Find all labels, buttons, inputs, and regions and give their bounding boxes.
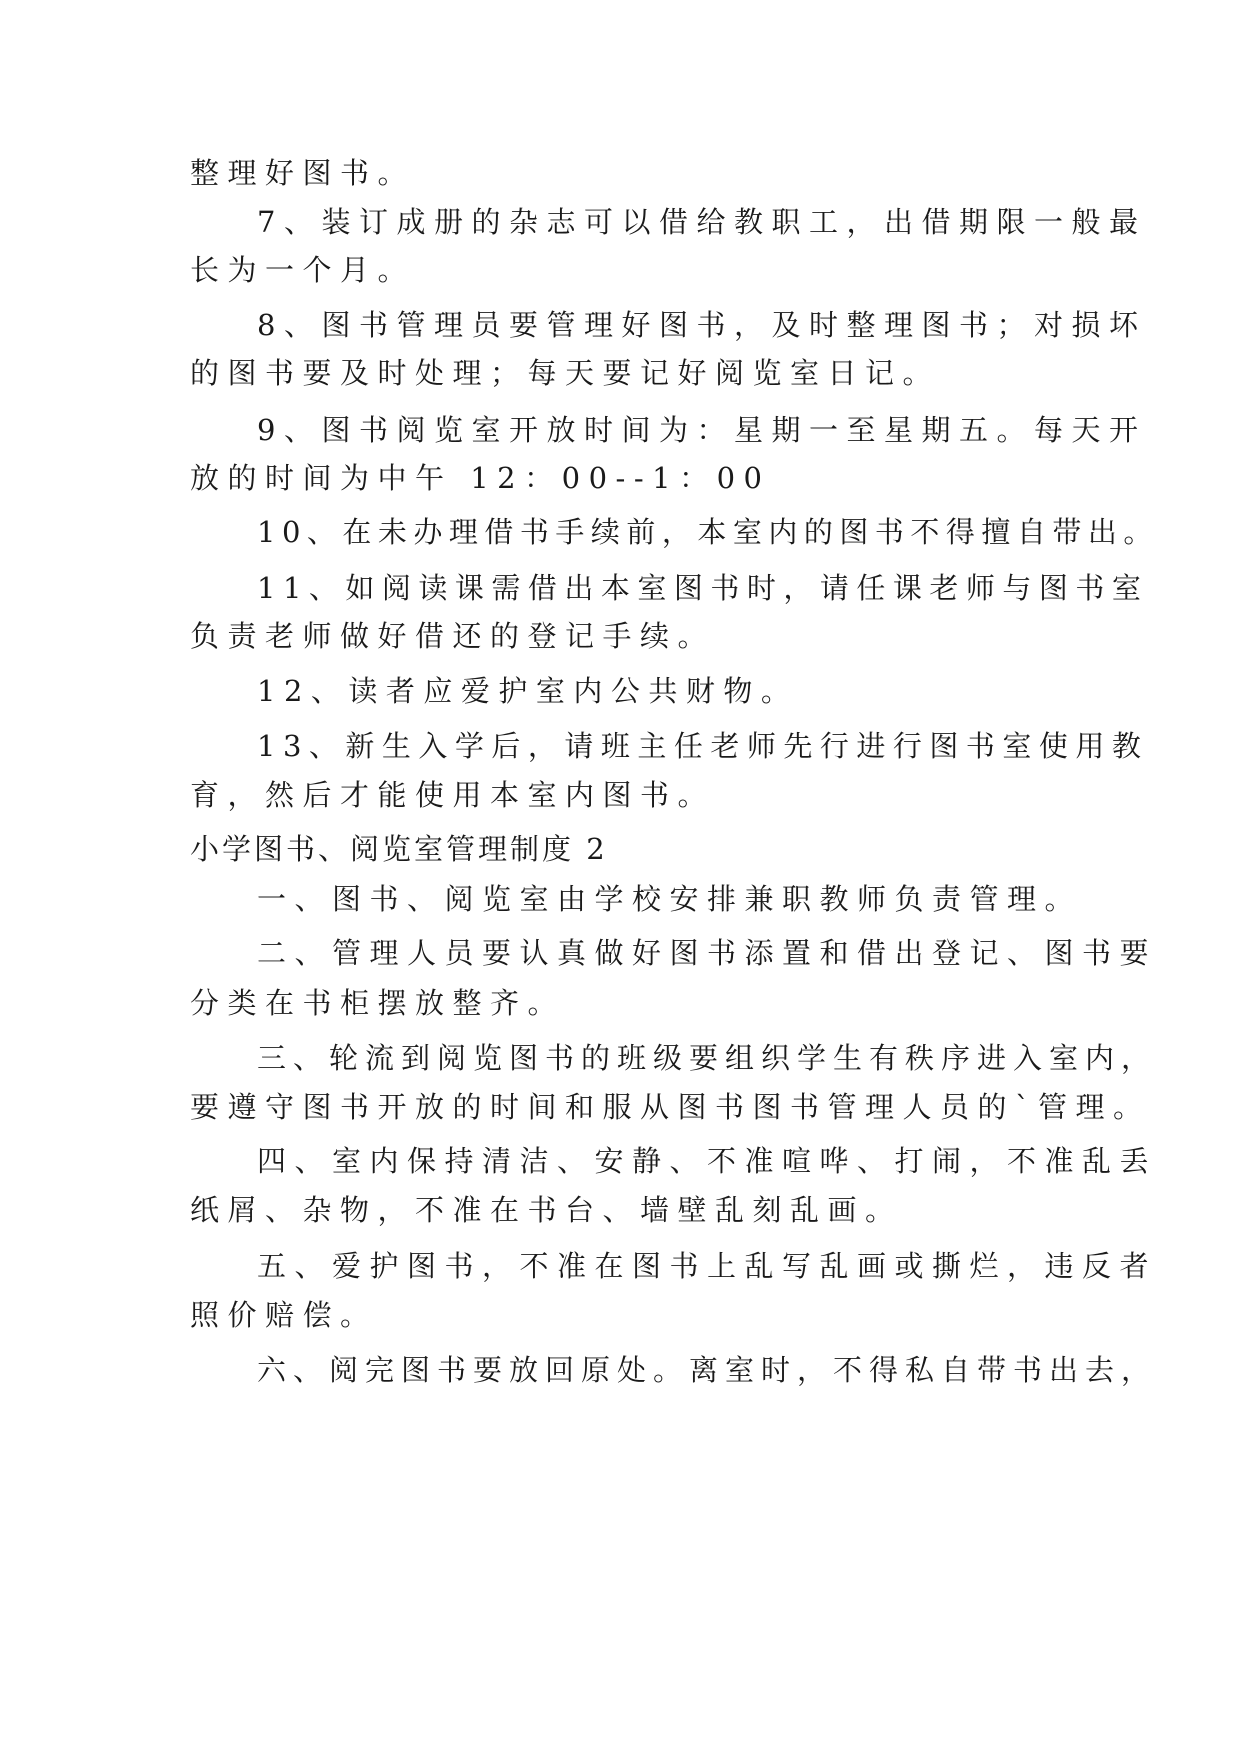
text-line: 二、管理人员要认真做好图书添置和借出登记、图书要 xyxy=(257,936,1158,970)
text-line: 四、室内保持清洁、安静、不准喧哗、打闹，不准乱丢 xyxy=(257,1144,1158,1178)
text-line: 11、如阅读课需借出本室图书时，请任课老师与图书室 xyxy=(257,571,1149,605)
text-line: 负责老师做好借还的登记手续。 xyxy=(190,619,716,653)
text-line: 9、图书阅览室开放时间为：星期一至星期五。每天开 xyxy=(257,413,1147,447)
text-line: 三、轮流到阅览图书的班级要组织学生有秩序进入室内， xyxy=(257,1041,1158,1075)
text-line: 的图书要及时处理；每天要记好阅览室日记。 xyxy=(190,356,941,390)
text-line: 纸屑、杂物，不准在书台、墙壁乱刻乱画。 xyxy=(190,1193,903,1227)
text-line: 整理好图书。 xyxy=(190,156,416,190)
text-line: 长为一个月。 xyxy=(190,253,416,287)
text-line: 12、读者应爱护室内公共财物。 xyxy=(257,674,799,708)
text-line: 照价赔偿。 xyxy=(190,1298,378,1332)
text-line: 育，然后才能使用本室内图书。 xyxy=(190,778,716,812)
text-line: 要遵守图书开放的时间和服从图书图书管理人员的`管理。 xyxy=(190,1090,1151,1124)
section-heading: 小学图书、阅览室管理制度 2 xyxy=(190,832,608,866)
text-line: 8、图书管理员要管理好图书，及时整理图书；对损坏 xyxy=(257,308,1147,342)
text-line: 分类在书柜摆放整齐。 xyxy=(190,986,566,1020)
text-line: 放的时间为中午 12：00--1：00 xyxy=(190,461,771,495)
text-line: 7、装订成册的杂志可以借给教职工，出借期限一般最 xyxy=(257,205,1147,239)
text-line: 一、图书、阅览室由学校安排兼职教师负责管理。 xyxy=(257,882,1083,916)
text-line: 六、阅完图书要放回原处。离室时，不得私自带书出去， xyxy=(257,1353,1158,1387)
text-line: 13、新生入学后，请班主任老师先行进行图书室使用教 xyxy=(257,729,1149,763)
text-line: 10、在未办理借书手续前，本室内的图书不得擅自带出。 xyxy=(257,515,1159,549)
text-line: 五、爱护图书，不准在图书上乱写乱画或撕烂，违反者 xyxy=(257,1249,1158,1283)
